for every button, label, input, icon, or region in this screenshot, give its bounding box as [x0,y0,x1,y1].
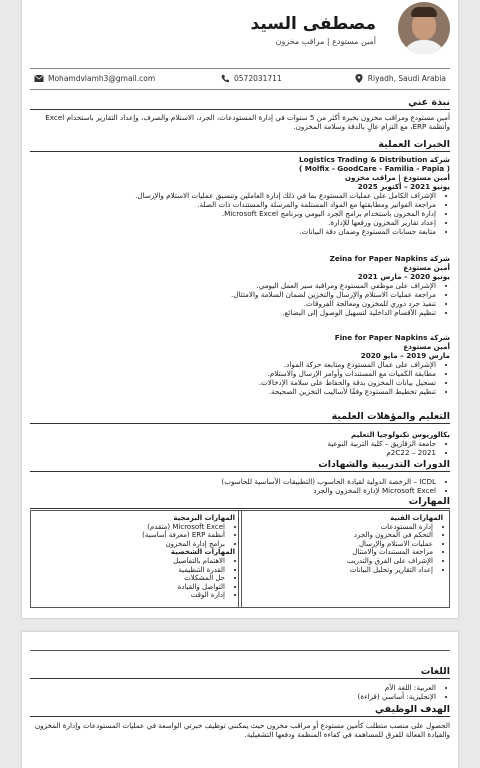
list-item: • أنظمة ERP (معرفة أساسية) [31,531,225,540]
job-role: أمين مستودع [403,263,450,272]
list-item: • تنظيم الأقسام الداخلية لتسهيل الوصول إلى البضائع. [30,308,436,317]
job-period: مارس 2019 – مايو 2020 [360,351,450,360]
job-period: يونيو 2021 – أكتوبر 2025 [357,182,450,191]
job-1 [30,155,450,236]
degree: بكالوريوس تكنولوجيا التعليم [350,430,450,439]
phone-text: 0572031711 [234,74,282,83]
list-item: • مراجعة المستندات والامتثال [239,548,433,557]
about-text: أمين مستودع ومراقب مخزون بخبرة أكثر من 5 سنوات في إدارة المستودعات، الجرد، الاستلام والصرف، وإعداد التقارير باستخدام Excel وأنظمة ERP، مع التزام عالٍ بالدقة وسلامة المخزون. [45,113,450,131]
job-role: أمين مستودع [403,342,450,351]
list-item: • Microsoft Excel لإدارة المخزون والجرد [30,486,436,495]
languages-list [30,683,450,701]
list-item: • العربية: اللغة الأم [30,683,436,692]
about-heading: نبذة عني [30,97,450,110]
cv-page-2 [22,632,458,768]
list-item: • الإنجليزية: أساسي (قراءة) [30,692,436,701]
list-item: • Microsoft Excel (متقدم) [31,523,225,532]
education-heading: التعليم والمؤهلات العلمية [30,411,450,424]
list-item: • إدارة المستودعات [239,523,433,532]
list-item: • مراجعة الفواتير ومطابقتها مع المواد المستلمة والمرسلة والمستندات ذات الصلة. [30,200,436,209]
experience-heading: الخبرات العملية [30,139,450,152]
list-item: • الإشراف على موظفي المستودع ومراقبة سير العمل اليومي. [30,281,436,290]
technical-skills-title: المهارات الفنية [390,514,443,522]
contact-bar [30,68,450,90]
list-item: • تنفيذ جرد دوري للمخزون ومعالجة الفروقات. [30,299,436,308]
job-duties [30,191,450,236]
phone-icon [220,74,230,83]
list-item: • تسجيل بيانات المخزون بدقة والحفاظ على سلامة الإدخالات. [30,378,436,387]
list-item: • التواصل والقيادة [31,583,225,592]
list-item: • حل المشكلات [31,574,225,583]
list-item: • عمليات الاستلام والإرسال [239,540,433,549]
objective-text: الحصول على منصب متطلب كأمين مستودع أو مراقب مخزون حيث يمكنني توظيف خبرتي الواسعة في عمليات المستودعات وإدارة المخزون والقيادة الفعالة للفرق للمساهمة في كفاءة المنظمة ودفعها التشغيلية. [34,721,450,739]
location-contact [354,74,446,83]
list-item: • مطابقة الكميات مع المستندات وأوامر الإرسال والاستلام. [30,369,436,378]
objective-heading: الهدف الوظيفي [30,704,450,717]
candidate-title: أمين مستودع | مراقب مخزون [275,37,376,46]
candidate-name: مصطفى السيد [250,14,376,34]
job-role: أمين مستودع | مراقب مخزون [344,173,450,182]
job-3 [30,333,450,396]
personal-skills-title: المهارات الشخصية [170,548,235,557]
location-text: Riyadh, Saudi Arabia [367,74,446,83]
profile-photo [398,2,450,54]
list-item: • الإشراف على الفرق والتدريب [239,557,433,566]
technical-skills-box [238,510,450,608]
list-item: • إعداد التقارير وتحليل البيانات [239,566,433,575]
list-item: • القدرة التنظيمية [31,566,225,575]
personal-skills-list [31,557,241,600]
email-text: Mohamdvlamh3@gmail.com [48,74,156,83]
location-pin-icon [354,74,364,83]
email-contact [34,74,155,83]
courses-heading: الدورات التدريبية والشهادات [30,459,450,472]
languages-heading: اللغات [30,666,450,679]
job-duties [30,360,450,396]
list-item: • 2021 – 2C22م [30,448,436,457]
job-period: يونيو 2020 – مارس 2021 [357,272,450,281]
cv-page-1 [22,0,458,618]
list-item: • متابعة حسابات المستودع وضمان دقة البيانات. [30,227,436,236]
education-details [30,439,450,457]
job-duties [30,281,450,317]
courses-list [30,477,450,495]
software-personal-skills-box [30,510,242,608]
list-item: • الإشراف على عمال المستودع ومتابعة حركة المواد. [30,360,436,369]
software-skills-list [31,523,241,549]
envelope-icon [34,74,44,83]
list-item: • ICDL – الرخصة الدولية لقيادة الحاسوب (التطبيقات الأساسية للحاسوب) [30,477,436,486]
phone-contact [220,74,282,83]
skills-heading: المهارات [30,496,450,509]
job-company: شركة Zeina for Paper Napkins [329,254,450,263]
courses-block [30,477,450,495]
divider [30,650,450,651]
list-item: • الإشراف الكامل على عمليات المستودع بما في ذلك إدارة العاملين وتنسيق عمليات الاستلام والإرسال. [30,191,436,200]
job-brands: ( Molfix - GoodCare - Familia - Papia ) [299,164,450,173]
list-item: • برامج إدارة المخزون [31,540,225,549]
education-block [30,430,450,457]
list-item: • إدارة الوقت [31,591,225,600]
software-skills-title: المهارات البرمجية [173,514,235,522]
job-company: شركة Logistics Trading & Distribution [299,155,450,164]
job-2 [30,254,450,317]
list-item: • إعداد تقارير المخزون ورفعها للإدارة. [30,218,436,227]
list-item: • الاهتمام بالتفاصيل [31,557,225,566]
job-company: شركة Fine for Paper Napkins [334,333,450,342]
languages-block [30,683,450,701]
list-item: • إدارة المخزون باستخدام برامج الجرد اليومي وبرنامج Microsoft Excel. [30,209,436,218]
list-item: • مراجعة عمليات الاستلام والإرسال والتخزين لضمان السلامة والامتثال. [30,290,436,299]
list-item: • التحكم في المخزون والجرد [239,531,433,540]
list-item: • جامعة الزقازيق – كلية التربية النوعية [30,439,436,448]
list-item: • تنظيم تخطيط المستودع وفقًا لأساليب التخزين الصحيحة. [30,387,436,396]
technical-skills-list [239,523,449,575]
